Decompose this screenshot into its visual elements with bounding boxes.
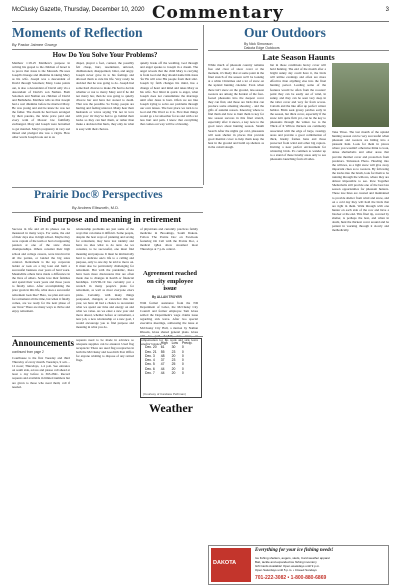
divider bbox=[12, 336, 203, 337]
prairie-col-1: Success in life and all its phases can be measured in many ways. For some, the end of their days also in high school. Maybe they were captain of the team or had a burgeoning passion at one of the state chess championships. Others consider their high school and college careers, were involved in all the parties, or landed the big sales contract. Retirement is the top corporate ladder or took on a big loan and built a successful business over years of hard work. Meanwhile others have made a difference in the lives of others. Some love their families and spend their work years and those years to finally retire. After accomplishing the prior goals in this life, what does a successful retirement look like? Here, we plan and save for retirement all the time, but when it finally comes, are we ready for the next phase of our lives? There are many ways to thrive and enjoy retirement. bbox=[12, 227, 70, 313]
outdoors-headline: Late Season Haunts bbox=[262, 52, 335, 62]
ad-phone: 701-222-3082 • 1-800-880-6869 bbox=[255, 575, 327, 581]
prairie-title: Prairie Doc® Perspectives bbox=[34, 189, 163, 201]
outdoors-byline: By Nick Simonson bbox=[244, 42, 273, 46]
announcements-title: Announcements bbox=[12, 338, 75, 348]
divider bbox=[208, 50, 389, 51]
divider bbox=[12, 212, 203, 213]
outdoors-col-3: Take Three. The last month of the upland hunting season can be very successful when pheasant and roosters are hiding into a pleasant hunt. Look for them in places where you wouldn't otherwise think to look, dense shelterbelts and other areas that provide thermal cover and protection from predators. Simonson Photo. Heading into the willows, as a light snow will give away important clues as to roosters. By following the tracks into the brush, look for them to be running through the willows, where they are almost impossible to see. Row Together Shelterbelts still provide one of the best late season opportunities for pheasant hunters. These tree lines are created and maintained to provide shelter from wind and snow, and on a cold day they will hold the birds that are tight in them. Walk through with one hunter on each side of the row and have a blocker at the end. This final tip, covered by shelter, is perhaps the best, and when in doubt, hunt the thickest cover around and be patient in working through it slowly and methodically. bbox=[332, 130, 389, 233]
moments-col-2: dispel, played a fool, conned, the possibly felt cheap, hurt, resentment, unloved, disillusioned, disappointed, bitter, and angry. Joseph never gave in to his feelings and allowed them to rule his life. Very rarely he decided that he was going to do. Joseph had some hard choices to make. He had to decide whether or not to marry Mary and if he did not marry her, then he was going to quietly divorce her and have her stoned to death. That was the possible. So Today, people are hurting and feeling unloved. Many hear their husbands or wives saying 'I'm not in love with you.' Or they've had to go behind their backs so they can hurt them, or rather than make a decision that hurts, they only do what is easy with their choices. bbox=[76, 61, 134, 131]
publication-line: McClusky Gazette, Thursday, December 10, 2020 bbox=[12, 7, 145, 13]
weather-row: Dec. 20 61 30 0 bbox=[145, 345, 184, 350]
weather-row: Dec. 21 55 23 0 bbox=[145, 349, 184, 354]
newspaper-page bbox=[12, 3, 389, 581]
ad-brand: DAKOTA bbox=[213, 560, 237, 566]
weather-col-low: Low bbox=[171, 341, 178, 345]
weather-col-high: High bbox=[160, 341, 168, 345]
used-flag-receptacle-text: requests need to be made in advance so adequate supplies can be ensured. Used flag receptacle: There are used flag receptacles in both the McClusky and Goodrich Post Office for anyone wishing to dispose of any retired flags. bbox=[76, 338, 134, 363]
agreement-headline: Agreement reached on city employee issue bbox=[142, 270, 198, 292]
sporting-goods-ad bbox=[208, 545, 389, 585]
weather-title: Weather bbox=[149, 401, 193, 415]
section-title: Commentary bbox=[152, 3, 284, 23]
prairie-byline: By Andrew Ellsworth, M.D. bbox=[72, 205, 120, 210]
weather-table bbox=[143, 341, 194, 375]
outdoors-byline-2: Dakota Edge Outdoors bbox=[244, 46, 280, 50]
column-divider bbox=[203, 25, 204, 185]
page-header bbox=[12, 3, 389, 22]
announcements-body: Courthouse is the first Tuesday and third Thursday of every month. Tuesdays, 9 a.m. – 12 noon; Thursdays, 1-4 p.m. See entrance on south side, across and please call ahead at least a day before to 363-2841. Record requests and available in limited numbers but are given to those who need them; call if needed. bbox=[12, 356, 70, 389]
divider bbox=[12, 187, 203, 188]
page-number: 3 bbox=[385, 7, 389, 13]
prairie-headline: Find purpose and meaning in retirement bbox=[33, 214, 182, 224]
moments-col-3: quietly break off the wedding. God through and angel speaks to Joseph in a dream. The angel reveals that the child Mary is carrying is from God and they should name him Jesus 'for He will save His people from their sins'. Joseph by faith changes his mind, has a change of heart and mind and takes Mary as his wife. Not blind in quick to anger, what Joseph does not consummate the marriage until after Jesus is born. Often we are like Joseph trying to solve our problems through our own lenses. The best place we turn is to God and His Word as it is. First then things would go a lot smoother for us and with a lot less hurt and pain. I know that everything that comes our way will be a blessing. bbox=[140, 61, 198, 127]
divider bbox=[12, 49, 198, 50]
announcements-subtitle: continued from page 2 bbox=[12, 350, 44, 354]
weather-row: Dec. 4 37 23 0 bbox=[145, 358, 184, 363]
weather-row: Dec. 6 44 20 0 bbox=[145, 366, 184, 371]
weather-row: Dec. 7 44 20 0 bbox=[145, 371, 184, 376]
moments-col-1: Matthew 1:18-25 Matthew's purpose in writing his gospel to the children of Israel is to prove that Jesus is the Messiah. He uses Joseph's lineage and dilemma in taking Mary as his wife. Joseph was a descendant of David through Solomon; Mary, Luke points out, is also a descendant of David only via a descendant of David's son Nathan. Both Solomon and Nathan are children of David and Bathsheba. Matthew tells us that Joseph had a real dilemma before he married Mary. He was young and and he knew he was not the father. The dream he had been arranged by their parents, the bride price paid and every term of Mosaic law faithfully exchanged. Mary and Joseph were betrothed to get married. Mary's pregnancy in very sad mixed and pledged she was a virgin. How other words Joseph took out to us bbox=[12, 61, 70, 139]
weather-row: Dec. 5 47 25 0 bbox=[145, 362, 184, 367]
prairie-col-3: of physicians and currently practices family medicine in Brookings, South Dakota. Follow The Prairie Doc on Facebook featuring On Call with the Prairie Doc, a medical Q&A show streamed most Thursdays at 7 p.m. central. bbox=[140, 227, 198, 252]
weather-row: Dec. 3 48 20 0 bbox=[145, 353, 184, 358]
ad-details: Ice fishing shelters, augers, sleds, Card weather apparel Bait, tackle and expanded ice fishing inventory Gift Cards Available! Open weekdays until 9 p.m. Open Saturdays until 5 p.m. • Closed Sundays bbox=[255, 556, 330, 572]
outdoors-col-2: but in those conditions heavy cover will hold hunting. The end of the month after a bright sunny day could have it, the birds will utilize evenings and often are more effective than anything else into the final hunting period. Leading some of the features would be often from the roosters' point they can be easily out of wind, in sunny, and they can be seen very deep in the taller cover and very far from access. Cattails and the like offer up perfect winter habitat. Birds seek grassy patches early in the season, but thick cover, especially if the snow isn't quite firm yet, can be the key to pheasants through the winter. Go to the Thick of It Willow thickets are commonly associated with the edge of large, swampy areas and provide a good combination of thick, brushy frames hens and those protected from wind and other big raptors. Inviting a near perfect environment for wintering birds. It's common to wander up to a stand of these brushy areas only to see pheasants launching from all sides. bbox=[270, 63, 326, 162]
pheasant-photo bbox=[332, 63, 389, 127]
prairie-col-2: relationship problems are just some of the ways that can make it difficult. Some people, despite the best ways of planning and saving for retirement, may have lost identity and have no idea what to do next. As we consider, to be successful, one must find meaning and purpose. It must be intrinsically hard to dedicate one's life to a calling and purpose, only to one day be told to move on. It must also be particularly challenging for retirement. But with the pandemic, there have been more discussions that are often made due to changes in health or financial hardships. COVID-19 has certainly put a wrench in many people's plans for retirement, as well as most everyone else's plans. Certainly, with many things postponed, changed, or cancelled this last year, we have all had a chance to reconsider what we spend our time and energy on and what we value. As we enter a new year and move ahead, whether before or retirement, a new job, a new relationship or a new goal, I would encourage you to find purpose and meaning in what you do. bbox=[76, 227, 134, 330]
weather-col-precip: Precip. bbox=[181, 341, 193, 345]
agreement-body: With formal assistance from the ND Department of Labor, the McClusky City Council and former employee Tom Glass settled the Department's wage claims issue regarding sick leave. After two special executive meetings, addressing the issue at McClusky City Hall, a motion by Nathan Rhoads, Glass shared general plans. Glass compensation for his work and sick leave benefits' balance. bbox=[140, 301, 198, 346]
weather-credit: (Courtesy of Candace Pelhman) bbox=[143, 392, 186, 396]
agreement-byline: By ALLAN TROYER bbox=[152, 295, 182, 299]
outdoors-col-1: While much of pheasant country remains free and clear of snow cover at the moment, it's likely that at some point in the final stretch of the season we'll be looking at a white Christmas and a lot of snow on the upland hunting calendar. Even when there isn't snow on the ground, late-season roosters are among the hardest of the four-footed pheasants into the deepest cover they can find, and those are birds that can produce some amazing shooting - and the gifts of autumn reason. Knowing where to find them and how to hunt them is key for late season success in this final stretch, especially after it snows, a key note to the good news about hunting season. Sleuth Search After the nights get cold, pheasants will seek shelter in places that provide good thermal cover to help them keep the heat in the ground and build up shelters as in the cattail slough. bbox=[208, 63, 264, 149]
outdoors-title: Our Outdoors bbox=[244, 25, 326, 40]
moments-headline: How Do You Solve Your Problems? bbox=[52, 51, 158, 59]
weather-box bbox=[140, 338, 202, 398]
ad-tagline: Everything for your ice fishing needs! bbox=[255, 548, 334, 553]
moments-title: Moments of Reflection bbox=[12, 25, 143, 40]
moments-byline: By Pastor Jaimee Gruegr bbox=[12, 42, 57, 47]
